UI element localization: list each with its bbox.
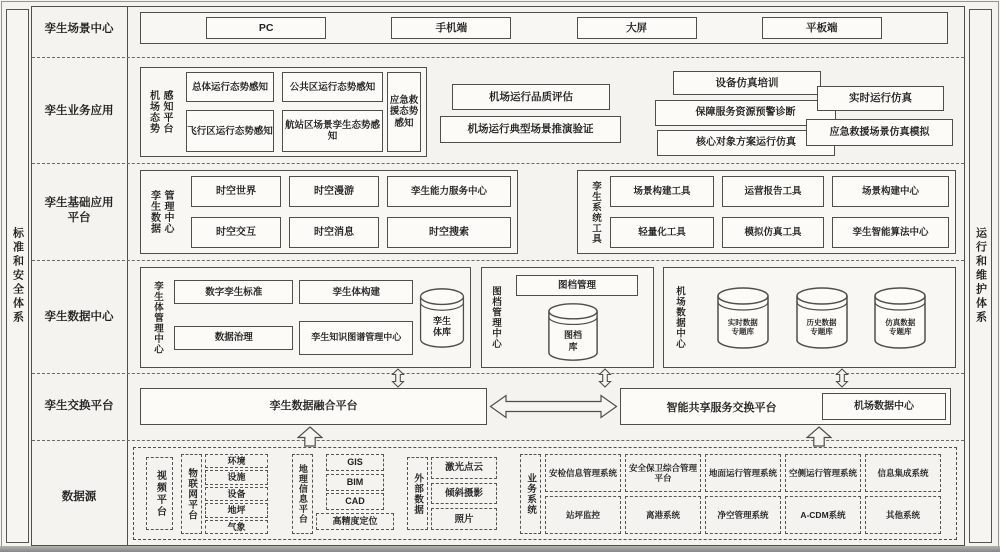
- right-sidebar-label: 运行和维护体系: [974, 227, 987, 325]
- situation-awareness-group: [140, 67, 427, 157]
- left-sidebar-standards: [6, 9, 29, 543]
- right-sidebar-operations: [969, 9, 992, 543]
- row-label-business-apps: 孪生业务应用: [44, 105, 114, 117]
- box-spacetime-search: 时空搜索: [387, 217, 511, 248]
- box-spacetime-roaming: 时空漫游: [289, 176, 379, 207]
- source-geo-group: [292, 454, 394, 534]
- history-db-label: 历史数据专题库: [806, 317, 837, 336]
- geo-item-gis: GIS: [326, 454, 384, 471]
- database-cylinder-icon: [546, 301, 600, 363]
- terminal-pc: PC: [206, 17, 326, 39]
- twin-body-db-label: 孪生体库: [432, 315, 451, 337]
- simulation-db-label: 仿真数据专题库: [885, 317, 916, 336]
- row-label-basic-platform: 孪生基础应用平台: [44, 197, 114, 224]
- up-arrow-icon: [297, 426, 323, 447]
- airport-group-label: 机场数据中心: [674, 286, 685, 349]
- box-scene-build-center: 场景构建中心: [832, 176, 949, 207]
- external-items: [431, 457, 497, 530]
- geo-item-bim: BIM: [326, 474, 384, 491]
- system-ground-operation: 地面运行管理系统: [705, 454, 781, 492]
- box-simulation-tool: 模拟仿真工具: [722, 217, 824, 248]
- row-label-data-sources: 数据源: [61, 491, 97, 503]
- row-separator: [32, 57, 964, 58]
- box-terminal-twin-awareness: 航站区场景孪生态势感知: [282, 110, 383, 152]
- situation-group-label: 机场态势感知平台: [147, 90, 172, 134]
- system-info-integration: 信息集成系统: [865, 454, 941, 492]
- box-spacetime-world: 时空世界: [191, 176, 281, 207]
- box-scene-build-tool: 场景构建工具: [610, 176, 714, 207]
- terminal-mobile: 手机端: [391, 17, 511, 39]
- row-separator: [32, 260, 964, 261]
- geo-group-label: 地理信息平台: [292, 454, 313, 534]
- box-archive-management: 图档管理: [516, 275, 638, 296]
- iot-items: [205, 454, 268, 534]
- twin-system-tools-group: [577, 170, 956, 254]
- database-cylinder-icon: [418, 286, 466, 350]
- vertical-double-arrow-icon: [391, 368, 405, 388]
- database-cylinder-icon: [715, 285, 771, 351]
- archive-group-label: 图档管理中心: [490, 286, 501, 349]
- system-departure: 离港系统: [625, 496, 701, 534]
- system-security-check-info: 安检信息管理系统: [545, 454, 621, 492]
- situation-grid: [186, 72, 383, 152]
- external-item-oblique-photography: 倾斜摄影: [431, 483, 497, 505]
- iot-item-weather: 气象: [205, 520, 268, 534]
- terminal-tablet: 平板端: [762, 17, 882, 39]
- box-equipment-training: 设备仿真培训: [673, 71, 821, 95]
- row-label-exchange-platform: 孪生交换平台: [44, 400, 114, 412]
- twin-body-management-group: [140, 267, 471, 368]
- box-quality-evaluation: 机场运行品质评估: [452, 84, 610, 110]
- share-platform-label: 智能共享服务交换平台: [666, 401, 777, 414]
- box-spacetime-message: 时空消息: [289, 217, 379, 248]
- tools-grid: [610, 176, 949, 248]
- box-operation-report-tool: 运营报告工具: [722, 176, 824, 207]
- box-twin-ai-algorithm-center: 孪生智能算法中心: [832, 217, 949, 248]
- twin-group-grid: [172, 273, 415, 362]
- box-knowledge-graph-center: 孪生知识图谱管理中心: [299, 321, 413, 355]
- source-external-group: [407, 457, 497, 530]
- box-airport-data-center-nested: 机场数据中心: [822, 393, 946, 420]
- tools-group-label: 孪生系统工具: [590, 180, 601, 244]
- scan-artifact-band: [0, 546, 1000, 552]
- box-spacetime-interaction: 时空交互: [191, 217, 281, 248]
- external-item-lidar: 激光点云: [431, 457, 497, 479]
- source-video-platform: 视频平台: [146, 457, 173, 530]
- database-cylinder-icon: [872, 285, 928, 351]
- box-twin-capability-center: 孪生能力服务中心: [387, 176, 511, 207]
- geo-item-high-precision-positioning: 高精度定位: [316, 513, 394, 530]
- box-twin-data-fusion-platform: 孪生数据融合平台: [140, 388, 487, 425]
- archive-management-group: [481, 267, 654, 368]
- system-obstacle-clearance: 净空管理系统: [705, 496, 781, 534]
- data-group-label: 孪生数据管理中心: [148, 190, 173, 234]
- database-cylinder-icon: [794, 285, 850, 351]
- data-sources-container: [133, 447, 957, 540]
- label-column-divider: [127, 7, 128, 545]
- system-security-guard-platform: 安全保卫综合管理平台: [625, 454, 701, 492]
- box-emergency-awareness: 应急救援态势感知: [387, 72, 421, 152]
- left-sidebar-label: 标准和安全体系: [11, 227, 24, 325]
- spacetime-grid: [191, 176, 511, 248]
- terminal-bigscreen: 大屏: [577, 17, 697, 39]
- box-twin-body-construction: 孪生体构建: [299, 280, 413, 304]
- geo-item-cad: CAD: [326, 493, 384, 510]
- source-iot-group: [181, 454, 268, 534]
- external-group-label: 外部数据: [407, 457, 428, 530]
- system-acdm: A-CDM系统: [785, 496, 861, 534]
- airport-data-center-group: [663, 267, 956, 368]
- box-public-area-awareness: 公共区运行态势感知: [282, 72, 383, 102]
- row-label-scene-center: 孪生场景中心: [44, 23, 114, 35]
- system-other: 其他系统: [865, 496, 941, 534]
- business-systems-grid: [545, 454, 941, 534]
- box-smart-share-exchange-platform: [620, 388, 951, 425]
- source-business-systems-group: [520, 454, 941, 534]
- system-airside-operation: 空侧运行管理系统: [785, 454, 861, 492]
- box-realtime-simulation: 实时运行仿真: [817, 86, 944, 111]
- twin-group-label: 孪生体管理中心: [152, 280, 163, 355]
- horizontal-double-arrow-icon: [489, 393, 618, 420]
- terminals-container: [140, 12, 948, 44]
- iot-item-equipment: 设备: [205, 487, 268, 501]
- box-airfield-awareness: 飞行区运行态势感知: [186, 110, 274, 152]
- business-systems-label: 业务系统: [520, 454, 541, 534]
- archive-db-label: 图档库: [563, 330, 582, 352]
- vertical-double-arrow-icon: [598, 368, 612, 388]
- system-apron-monitoring: 站坪监控: [545, 496, 621, 534]
- iot-item-facilities: 设施: [205, 470, 268, 484]
- realtime-db-label: 实时数据专题库: [727, 317, 758, 336]
- geo-items: [316, 454, 394, 534]
- external-item-photos: 照片: [431, 508, 497, 530]
- iot-item-pavement: 地坪: [205, 503, 268, 517]
- row-label-data-center: 孪生数据中心: [44, 311, 114, 323]
- box-resource-warning-diagnosis: 保障服务资源预警诊断: [655, 100, 836, 126]
- box-overall-awareness: 总体运行态势感知: [186, 72, 274, 102]
- box-core-object-simulation: 核心对象方案运行仿真: [657, 130, 835, 156]
- iot-group-label: 物联网平台: [181, 454, 202, 534]
- row-separator: [32, 373, 964, 374]
- iot-item-environment: 环境: [205, 454, 268, 468]
- vertical-double-arrow-icon: [835, 368, 849, 388]
- twin-data-management-group: [140, 170, 518, 254]
- box-data-governance: 数据治理: [174, 326, 293, 350]
- airport-db-row: [692, 272, 951, 363]
- box-scenario-verification: 机场运行典型场景推演验证: [440, 116, 621, 143]
- box-digital-twin-standard: 数字孪生标准: [174, 280, 293, 304]
- box-lightweight-tool: 轻量化工具: [610, 217, 714, 248]
- row-separator: [32, 163, 964, 164]
- up-arrow-icon: [806, 426, 832, 447]
- box-emergency-scene-simulation: 应急救援场景仿真模拟: [806, 119, 953, 146]
